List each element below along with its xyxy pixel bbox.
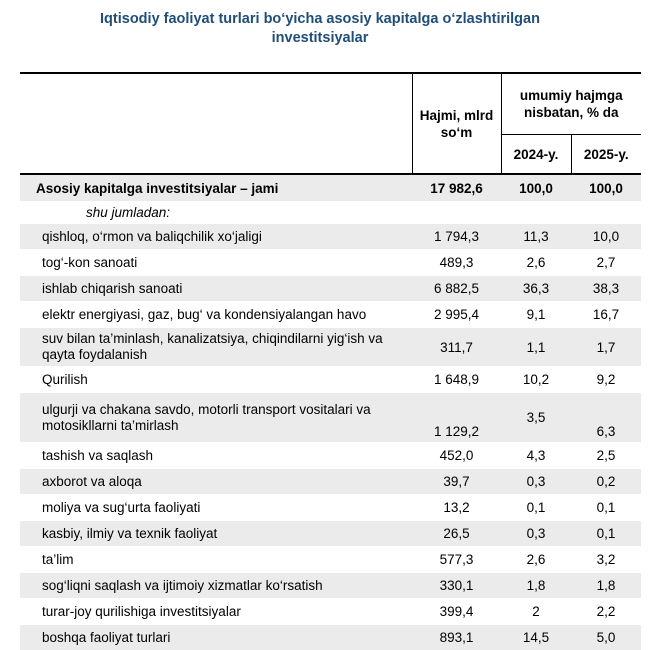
- row-volume: 399,4: [412, 599, 501, 625]
- total-2024: 100,0: [501, 174, 571, 201]
- row-share-2025: 2,5: [571, 443, 641, 469]
- row-volume: 1 648,9: [412, 367, 501, 393]
- row-share-2025: 38,3: [571, 276, 641, 302]
- row-share-2024: 4,3: [501, 443, 571, 469]
- header-year-2025: 2025-y.: [571, 135, 641, 175]
- total-2025: 100,0: [571, 174, 641, 201]
- row-share-2025: 16,7: [571, 302, 641, 328]
- row-share-2025: 0,1: [571, 495, 641, 521]
- row-share-2024: 1,1: [501, 328, 571, 367]
- table-row: [20, 547, 641, 573]
- row-name: ulgurji va chakana savdo, motorli transport vositalari va motosikllarni ta’mirlash: [20, 393, 412, 443]
- table-row: [20, 250, 641, 276]
- row-share-2024: 0,3: [501, 469, 571, 495]
- table-row: [20, 367, 641, 393]
- row-volume: 26,5: [412, 521, 501, 547]
- page-title: Iqtisodiy faoliyat turlari bo‘yicha asosiy kapitalga o‘zlashtirilgan investitsiyalar: [60, 10, 580, 48]
- row-volume: 2 995,4: [412, 302, 501, 328]
- table-row: [20, 443, 641, 469]
- row-share-2025: 0,1: [571, 521, 641, 547]
- row-share-2024: 0,3: [501, 521, 571, 547]
- row-name: tog‘-kon sanoati: [20, 250, 412, 276]
- row-name: elektr energiyasi, gaz, bug‘ va kondensiyalangan havo: [20, 302, 412, 328]
- table-row: [20, 276, 641, 302]
- row-share-2025: 0,2: [571, 469, 641, 495]
- row-share-2024: 2,6: [501, 547, 571, 573]
- row-share-2024: 2: [501, 599, 571, 625]
- header-share: umumiy hajmga nisbatan, % da: [501, 73, 641, 135]
- row-name: qishloq, o‘rmon va baliqchilik xo‘jaligi: [20, 224, 412, 250]
- row-share-2024: 36,3: [501, 276, 571, 302]
- row-volume: 893,1: [412, 625, 501, 650]
- row-share-2025: 2,7: [571, 250, 641, 276]
- including-row: [20, 201, 641, 224]
- row-name: kasbiy, ilmiy va texnik faoliyat: [20, 521, 412, 547]
- row-name: suv bilan ta’minlash, kanalizatsiya, chiqindilarni yig‘ish va qayta foydalanish: [20, 328, 412, 367]
- row-volume: 13,2: [412, 495, 501, 521]
- including-label: shu jumladan:: [20, 201, 641, 224]
- row-share-2024: 2,6: [501, 250, 571, 276]
- investment-table: [20, 72, 641, 650]
- row-share-2024: 10,2: [501, 367, 571, 393]
- header-activity: [20, 73, 412, 174]
- row-share-2025: 6,3: [571, 393, 641, 443]
- row-name: axborot va aloqa: [20, 469, 412, 495]
- row-share-2024: 1,8: [501, 573, 571, 599]
- row-name: ta’lim: [20, 547, 412, 573]
- row-share-2025: 10,0: [571, 224, 641, 250]
- table-row: [20, 328, 641, 367]
- table-row: [20, 224, 641, 250]
- row-name: sog‘liqni saqlash va ijtimoiy xizmatlar ko‘rsatish: [20, 573, 412, 599]
- total-volume: 17 982,6: [412, 174, 501, 201]
- table-row: [20, 302, 641, 328]
- total-row: [20, 174, 641, 201]
- row-share-2024: 0,1: [501, 495, 571, 521]
- row-volume: 6 882,5: [412, 276, 501, 302]
- row-share-2025: 9,2: [571, 367, 641, 393]
- row-share-2024: 3,5: [501, 393, 571, 443]
- row-share-2024: 9,1: [501, 302, 571, 328]
- total-name: Asosiy kapitalga investitsiyalar – jami: [20, 174, 412, 201]
- row-name: turar-joy qurilishiga investitsiyalar: [20, 599, 412, 625]
- table-row: [20, 599, 641, 625]
- row-volume: 1 129,2: [412, 393, 501, 443]
- row-volume: 452,0: [412, 443, 501, 469]
- row-share-2024: 11,3: [501, 224, 571, 250]
- table-row: [20, 521, 641, 547]
- table-row: [20, 495, 641, 521]
- row-volume: 39,7: [412, 469, 501, 495]
- row-volume: 330,1: [412, 573, 501, 599]
- row-name: Qurilish: [20, 367, 412, 393]
- header-volume: Hajmi, mlrd so‘m: [412, 73, 501, 174]
- table-row: [20, 469, 641, 495]
- row-name: moliya va sug‘urta faoliyati: [20, 495, 412, 521]
- table-row: [20, 393, 641, 443]
- table-row: [20, 625, 641, 650]
- row-share-2025: 1,7: [571, 328, 641, 367]
- row-volume: 489,3: [412, 250, 501, 276]
- row-share-2025: 1,8: [571, 573, 641, 599]
- row-volume: 577,3: [412, 547, 501, 573]
- row-share-2025: 5,0: [571, 625, 641, 650]
- row-name: boshqa faoliyat turlari: [20, 625, 412, 650]
- row-name: tashish va saqlash: [20, 443, 412, 469]
- row-volume: 1 794,3: [412, 224, 501, 250]
- header-year-2024: 2024-y.: [501, 135, 571, 175]
- row-share-2025: 2,2: [571, 599, 641, 625]
- row-share-2024: 14,5: [501, 625, 571, 650]
- row-share-2025: 3,2: [571, 547, 641, 573]
- row-name: ishlab chiqarish sanoati: [20, 276, 412, 302]
- row-volume: 311,7: [412, 328, 501, 367]
- table-row: [20, 573, 641, 599]
